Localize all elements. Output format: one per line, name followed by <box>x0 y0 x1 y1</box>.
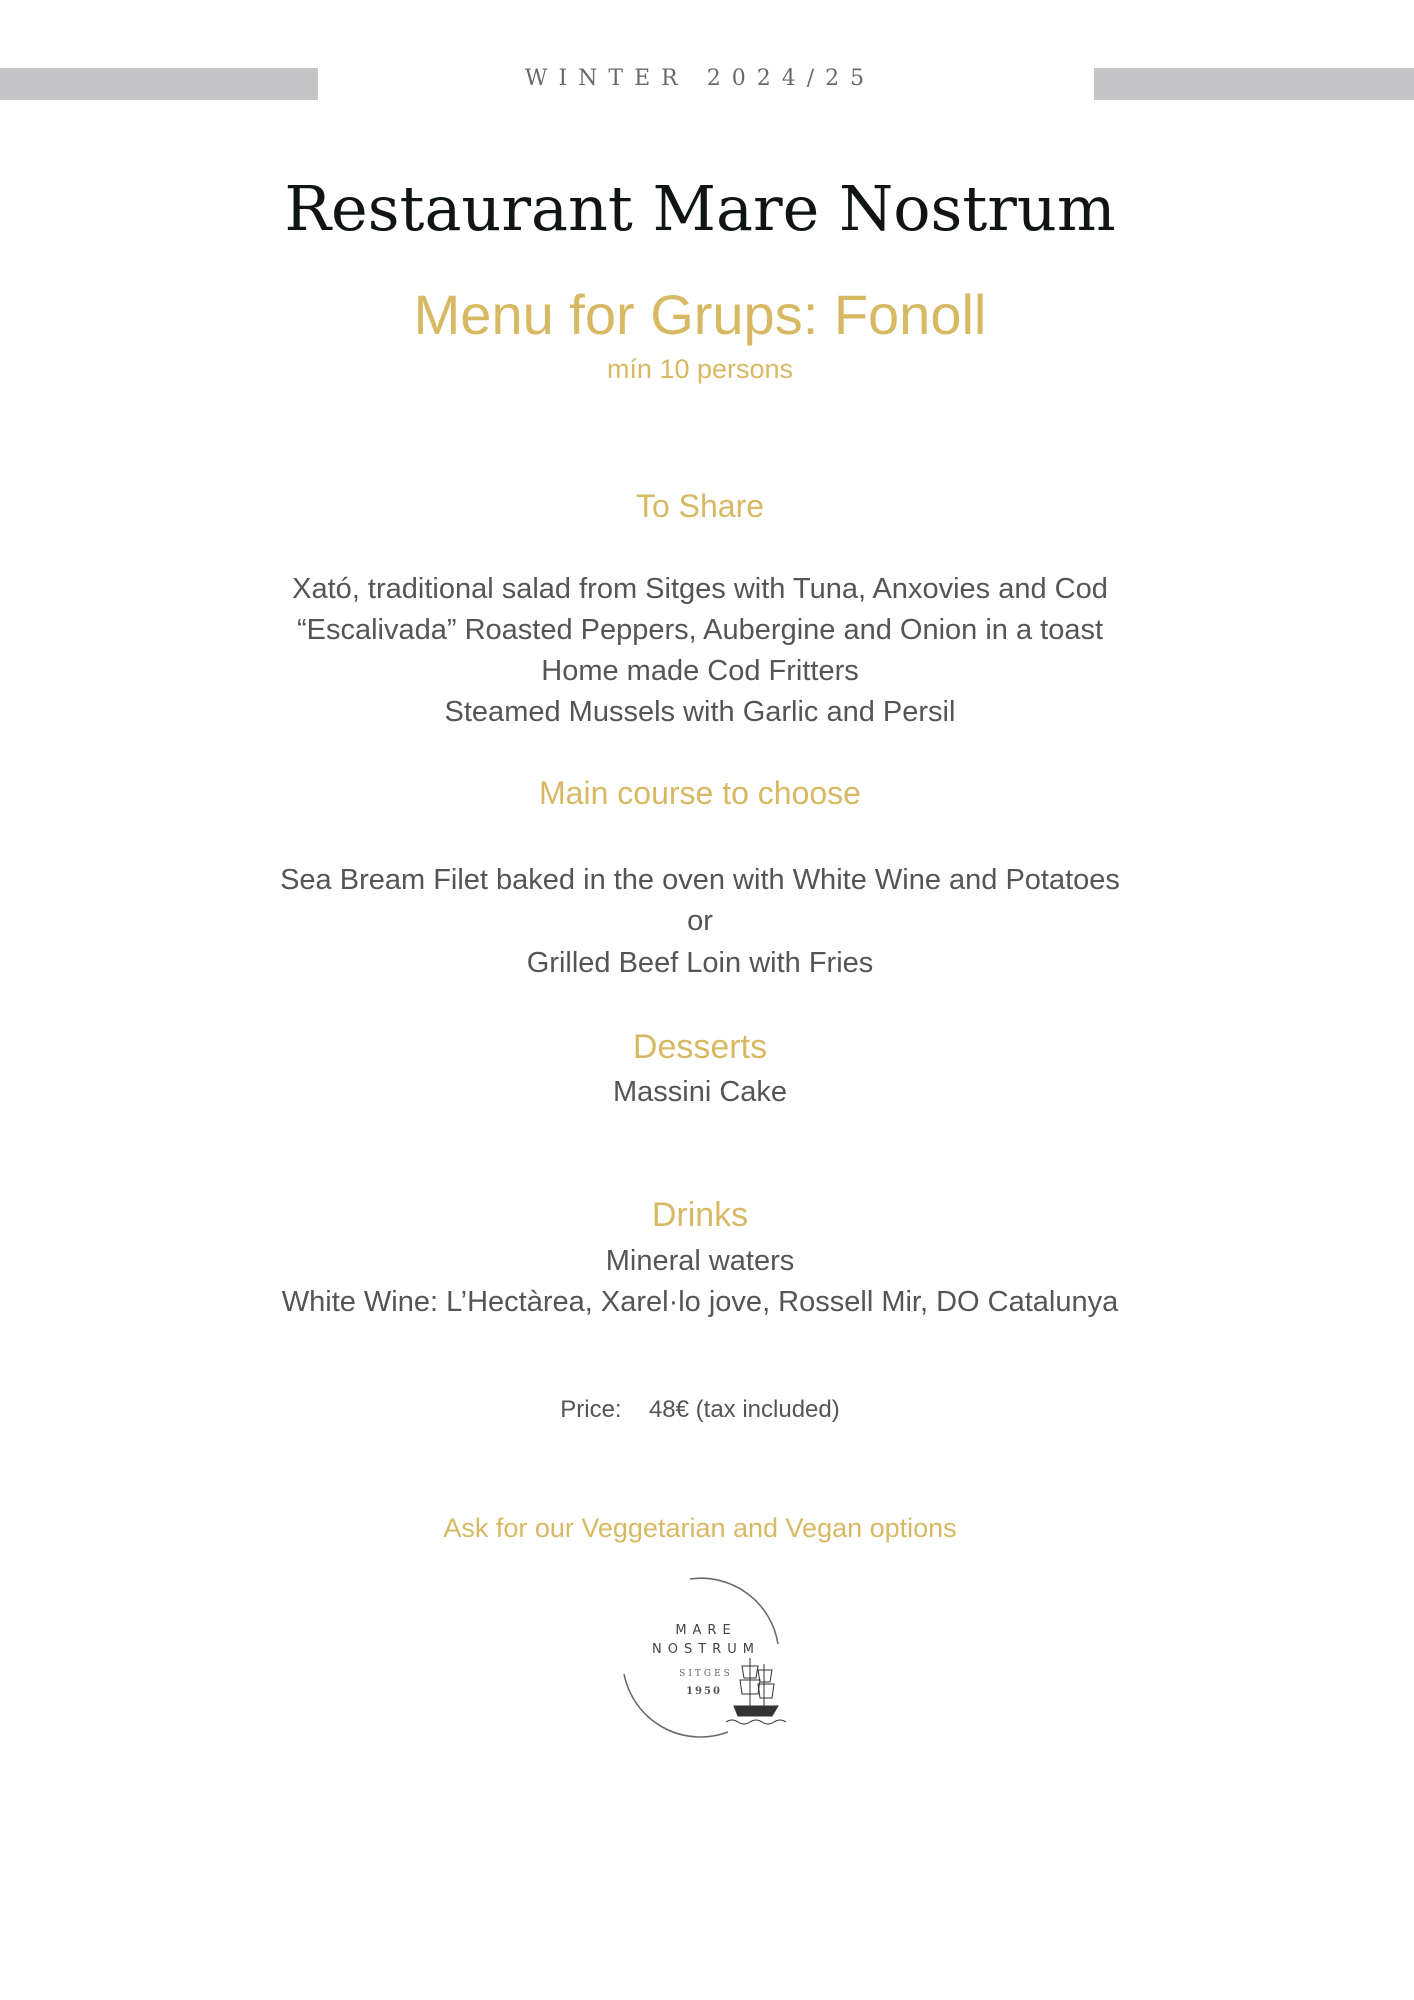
list-item: White Wine: L’Hectàrea, Xarel·lo jove, Rossell Mir, DO Catalunya <box>281 1286 1119 1318</box>
list-item: Home made Cod Fritters <box>541 655 859 687</box>
price-line <box>0 1396 1400 1424</box>
list-item: or <box>687 905 713 937</box>
list-item: Grilled Beef Loin with Fries <box>526 947 874 979</box>
logo-text-nostrum: NOSTRUM <box>652 1642 760 1657</box>
list-item: Massini Cake <box>612 1076 788 1108</box>
price-value: 48€ (tax included) <box>648 1396 840 1423</box>
list-item: “Escalivada” Roasted Peppers, Aubergine and Onion in a toast <box>296 614 1104 646</box>
menu-title: Menu for Grups: Fonoll <box>413 283 987 346</box>
logo-text-sitges: SITGES <box>679 1669 733 1679</box>
list-item: Mineral waters <box>605 1245 795 1277</box>
restaurant-name: Restaurant Mare Nostrum <box>284 172 1116 245</box>
logo-text-mare: MARE <box>675 1623 737 1638</box>
restaurant-logo <box>618 1574 798 1744</box>
section-heading-main: Main course to choose <box>539 775 861 811</box>
list-item: Sea Bream Filet baked in the oven with White Wine and Potatoes <box>280 864 1120 896</box>
logo-text-year: 1950 <box>686 1686 722 1697</box>
min-persons: mín 10 persons <box>606 354 794 384</box>
section-heading-to-share: To Share <box>635 488 765 524</box>
list-item: Xató, traditional salad from Sitges with Tuna, Anxovies and Cod <box>292 573 1108 605</box>
price-label: Price: <box>560 1396 622 1423</box>
season-label: WINTER 2024/25 <box>524 66 876 91</box>
list-item: Steamed Mussels with Garlic and Persil <box>444 696 956 728</box>
section-heading-drinks: Drinks <box>651 1196 749 1234</box>
vegetarian-note: Ask for our Veggetarian and Vegan options <box>443 1513 957 1543</box>
ship-icon <box>726 1658 786 1724</box>
section-heading-desserts: Desserts <box>632 1028 768 1066</box>
